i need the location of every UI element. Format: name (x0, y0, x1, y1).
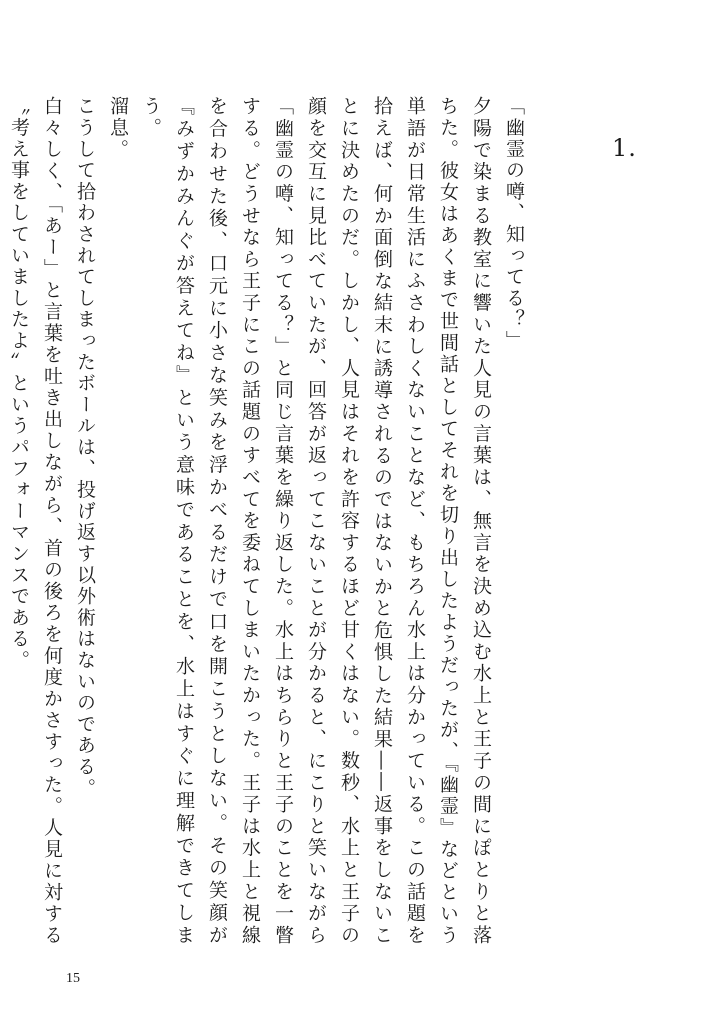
paragraph: 夕陽で染まる教室に響いた人見の言葉は、無言を決め込む水上と王子の間にぽとりと落ちた。彼女はあくまで世間話としてそれを切り出したようだったが、『幽霊』などという単語が日常生活にふさわしくないことなど、もちろん水上は分かっている。この話題を拾えば、何か面倒な結末に誘導されるのではないかと危惧した結果――返事をしないことに決めたのだ。しかし、人見はそれを許容するほど甘くはない。数秒、水上と王子の顔を交互に見比べていたが、回答が返ってこないことが分かると、にこりと笑いながら「幽霊の噂、知ってる？」と同じ言葉を繰り返した。水上はちらりと王子のことを一瞥する。どうせなら王子にこの話題のすべてを委ねてしまいたかった。王子は水上と視線を合わせた後、口元に小さな笑みを浮かべるだけで口を開こうとしない。その笑顔が『みずかみんぐが答えてね』という意味であることを、水上はすぐに理解できてしまう。 (140, 96, 492, 946)
chapter-number: 1. (612, 134, 637, 162)
paragraph: 白々しく、「あー」と言葉を吐き出しながら、首の後ろを何度かさすった。人見に対する〝考え事をしていましたよ〟というパフォーマンスである。 (8, 96, 63, 946)
paragraph: 溜息。 (107, 96, 129, 160)
paragraph: 「幽霊の噂、知ってる？」 (503, 96, 525, 352)
body-text (8, 96, 530, 946)
paragraph (0, 96, 2, 946)
page-number: 15 (66, 971, 80, 986)
paragraph: こうして拾わされてしまったボールは、投げ返す以外術はないのである。 (74, 96, 96, 799)
